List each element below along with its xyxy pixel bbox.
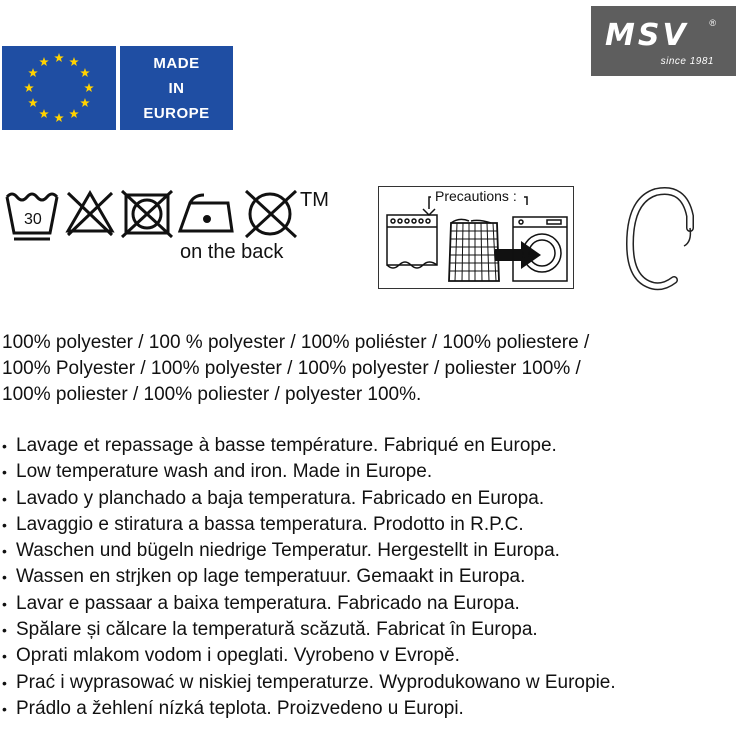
composition-line: 100% poliester / 100% poliester / polyester 100%. (2, 384, 422, 405)
made-in-europe-badge (2, 46, 233, 130)
bullet-icon: • (2, 674, 7, 691)
list-item (2, 538, 732, 564)
bullet-icon: • (2, 622, 7, 639)
care-instruction-pl: Prać i wyprasować w niskiej temperaturze. Wyprodukowano w Europie. (16, 671, 616, 693)
eu-star-icon (80, 98, 90, 107)
eu-star-icon (54, 53, 64, 62)
logo-registered-mark: ® (709, 18, 716, 28)
eu-star-icon (54, 113, 64, 122)
garment-icon (387, 215, 437, 268)
list-item (2, 486, 732, 512)
eu-star-icon (24, 83, 34, 92)
list-item (2, 643, 732, 669)
care-instruction-de: Waschen und bügeln niedrige Temperatur. Hergestellt in Europa. (16, 540, 560, 562)
shower-ring-icon (626, 186, 696, 294)
bullet-icon: • (2, 569, 7, 586)
bullet-icon: • (2, 595, 7, 612)
on-the-back-note: on the back (180, 241, 284, 263)
bullet-icon: • (2, 648, 7, 665)
precautions-box (378, 186, 574, 289)
care-instruction-ro: Spălare și călcare la temperatură scăzută. Fabricat în Europa. (16, 619, 538, 641)
badge-text (120, 46, 233, 130)
low-iron-icon (180, 195, 232, 231)
care-instruction-it: Lavaggio e stiratura a bassa temperatura. Prodotto in R.P.C. (16, 513, 524, 535)
care-instruction-hr: Oprati mlakom vodom i opeglati. Vyrobeno v Evropě. (16, 645, 460, 667)
bullet-icon: • (2, 516, 7, 533)
logo-name: MSV (605, 18, 689, 53)
composition-text (2, 330, 732, 408)
eu-star-icon (28, 68, 38, 77)
logo-since: since 1981 (660, 56, 714, 67)
care-instruction-en: Low temperature wash and iron. Made in Europe. (16, 461, 433, 483)
eu-flag-icon (2, 46, 116, 130)
eu-star-icon (69, 109, 79, 118)
eu-star-icon (28, 98, 38, 107)
eu-star-icon (39, 57, 49, 66)
list-item (2, 617, 732, 643)
list-item (2, 696, 732, 722)
badge-line-europe: EUROPE (143, 104, 210, 122)
composition-line: 100% polyester / 100 % polyester / 100% poliéster / 100% poliestere / (2, 332, 590, 353)
composition-line: 100% Polyester / 100% polyester / 100% polyester / poliester 100% / (2, 358, 581, 379)
list-item (2, 459, 732, 485)
eu-star-icon (39, 109, 49, 118)
care-instruction-nl: Wassen en strjken op lage temperatuur. Gemaakt in Europa. (16, 566, 526, 588)
care-instruction-fr: Lavage et repassage à basse température. Fabriqué en Europe. (16, 435, 557, 456)
care-instruction-pt: Lavar e passaar a baixa temperatura. Fabricado na Europa. (16, 592, 520, 614)
care-instruction-es: Lavado y planchado a baja temperatura. Fabricado en Europa. (16, 487, 545, 509)
msv-logo (591, 6, 736, 76)
bullet-icon: • (2, 543, 7, 560)
trademark-mark: TM (300, 189, 329, 211)
list-item (2, 564, 732, 590)
care-instruction-cs: Prádlo a žehlení nízká teplota. Proizvedeno u Europi. (16, 697, 464, 719)
care-symbols (4, 187, 304, 243)
bullet-icon: • (2, 464, 7, 481)
wash-30-icon (7, 194, 57, 239)
no-dry-clean-icon (246, 191, 296, 237)
list-item (2, 670, 732, 696)
eu-star-icon (69, 57, 79, 66)
list-item (2, 512, 732, 538)
no-bleach-icon (68, 193, 112, 235)
svg-text:30: 30 (24, 211, 42, 228)
care-instructions-list (2, 433, 732, 722)
arrow-icon (495, 241, 541, 269)
eu-star-icon (80, 68, 90, 77)
badge-line-made: MADE (153, 54, 200, 72)
badge-line-in: IN (168, 79, 185, 97)
mesh-bag-icon (449, 219, 499, 281)
precautions-title: Precautions : (435, 188, 517, 204)
list-item (2, 433, 732, 459)
bullet-icon: • (2, 700, 7, 717)
bullet-icon: • (2, 438, 7, 454)
no-tumble-dry-icon (122, 191, 172, 237)
bullet-icon: • (2, 490, 7, 507)
list-item (2, 591, 732, 617)
eu-star-icon (84, 83, 94, 92)
